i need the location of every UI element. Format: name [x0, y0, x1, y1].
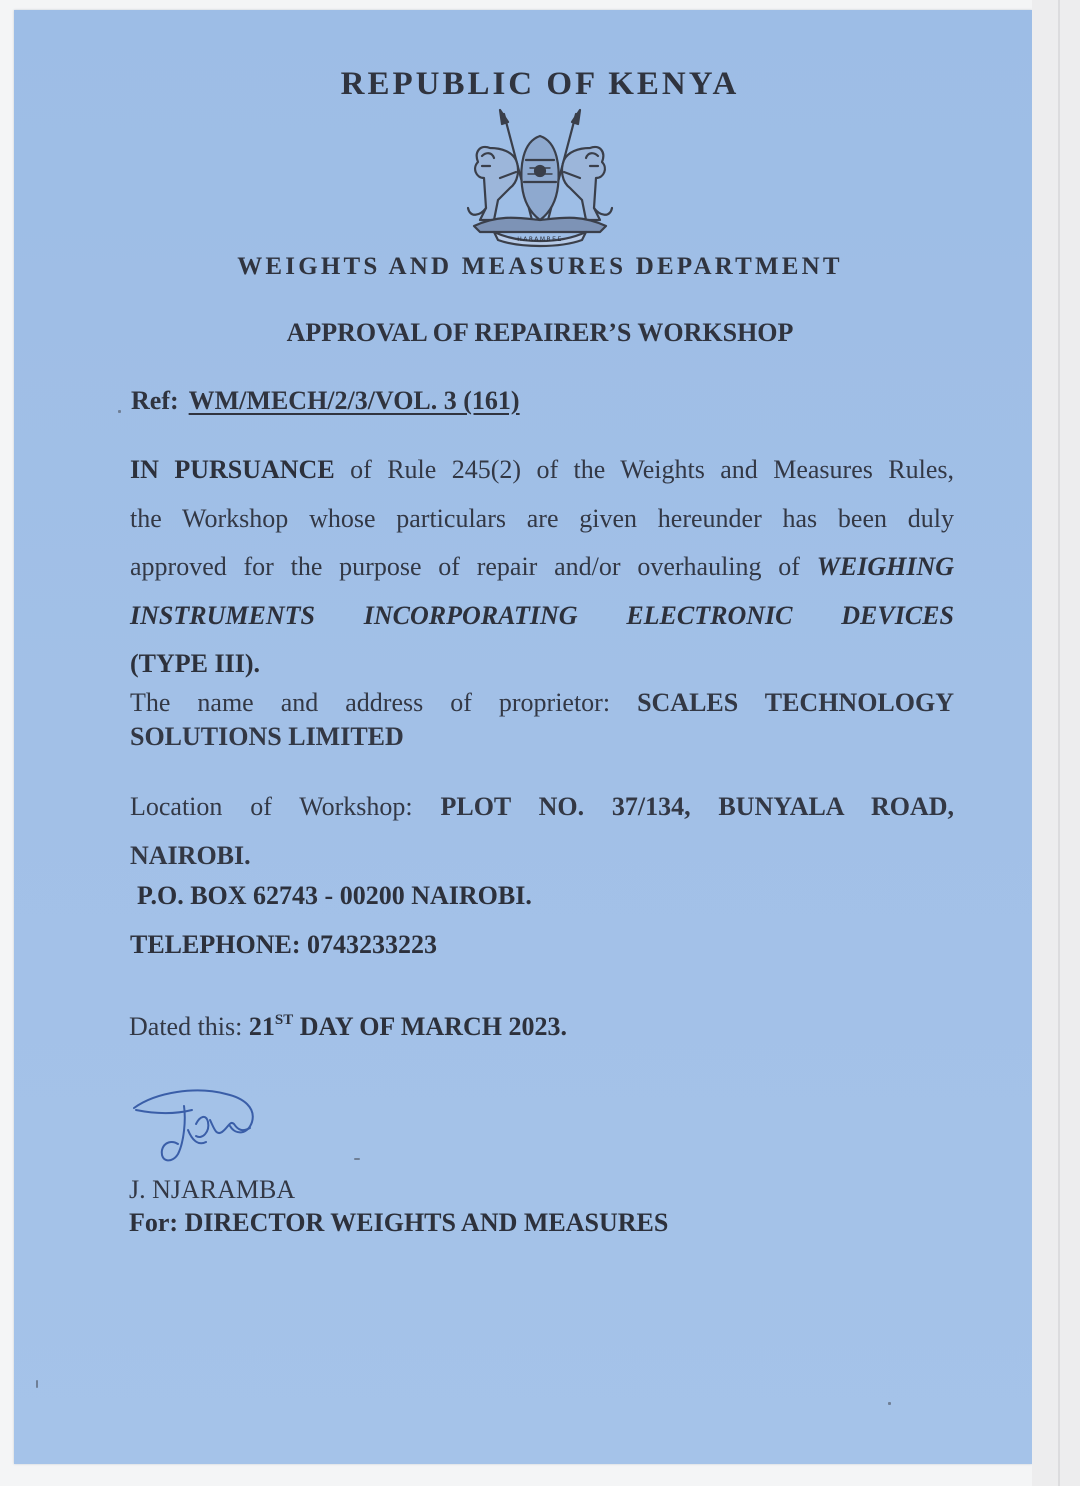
- signatory-name: J. NJARAMBA: [129, 1175, 296, 1204]
- telephone: TELEPHONE: 0743233223: [130, 930, 437, 959]
- proprietor-block: [130, 686, 954, 754]
- approval-line-1-text: of Rule 245(2) of the Weights and Measures Rules,: [350, 455, 955, 484]
- republic-heading: REPUBLIC OF KENYA: [340, 66, 740, 102]
- scan-speck: [118, 410, 121, 413]
- approval-line-2: the Workshop whose particulars are given hereunder has been duly: [130, 503, 954, 533]
- department-heading: WEIGHTS AND MEASURES DEPARTMENT: [237, 253, 843, 280]
- proprietor-name-2: SOLUTIONS LIMITED: [130, 722, 404, 751]
- proprietor-line-2: [130, 720, 954, 754]
- approval-line-3-text: approved for the purpose of repair and/or overhauling of: [130, 552, 800, 581]
- location-line-2: [130, 831, 954, 880]
- scan-speck: [354, 1158, 360, 1160]
- location-address-1: PLOT NO. 37/134, BUNYALA ROAD,: [440, 792, 955, 821]
- location-label: Location of Workshop:: [130, 792, 413, 821]
- po-box: P.O. BOX 62743 - 00200 NAIROBI.: [137, 881, 532, 910]
- date-day: 21: [248, 1012, 275, 1041]
- date-suffix: ST: [274, 1012, 294, 1028]
- instrument-class: [130, 640, 954, 689]
- scan-margin: [1032, 0, 1080, 1486]
- instrument-class-text: (TYPE III).: [130, 649, 261, 678]
- reference-line: [131, 386, 520, 416]
- reference-label: Ref:: [131, 386, 179, 415]
- date-line: [129, 1012, 567, 1042]
- proprietor-label: The name and address of proprietor:: [130, 688, 611, 717]
- location-address-2: NAIROBI.: [130, 841, 251, 870]
- instrument-type-1: WEIGHING: [816, 552, 955, 581]
- motto-ribbon: HARAMBEE: [517, 236, 563, 243]
- scan-speck: [36, 1380, 38, 1388]
- date-rest: DAY OF MARCH 2023.: [299, 1012, 567, 1041]
- location-line-1: [130, 782, 954, 831]
- date-label: Dated this:: [129, 1012, 243, 1041]
- document-title: APPROVAL OF REPAIRER’S WORKSHOP: [286, 318, 794, 347]
- scan-speck: [888, 1402, 891, 1405]
- instrument-type-2: INSTRUMENTS INCORPORATING ELECTRONIC DEVICES: [130, 600, 954, 630]
- approval-lead: IN PURSUANCE: [130, 455, 335, 484]
- location-block: [130, 782, 954, 880]
- approval-line-3: [130, 543, 954, 592]
- scan-margin-edge: [1058, 0, 1060, 1486]
- approval-paragraph: [130, 446, 954, 689]
- approval-line-1: [130, 446, 954, 495]
- proprietor-name-1: SCALES TECHNOLOGY: [637, 688, 954, 717]
- reference-number: WM/MECH/2/3/VOL. 3 (161): [188, 386, 520, 415]
- signatory-role: For: DIRECTOR WEIGHTS AND MEASURES: [129, 1208, 669, 1237]
- proprietor-line-1: [130, 686, 954, 720]
- handwritten-signature: [126, 1080, 266, 1170]
- coat-of-arms-icon: [460, 108, 620, 248]
